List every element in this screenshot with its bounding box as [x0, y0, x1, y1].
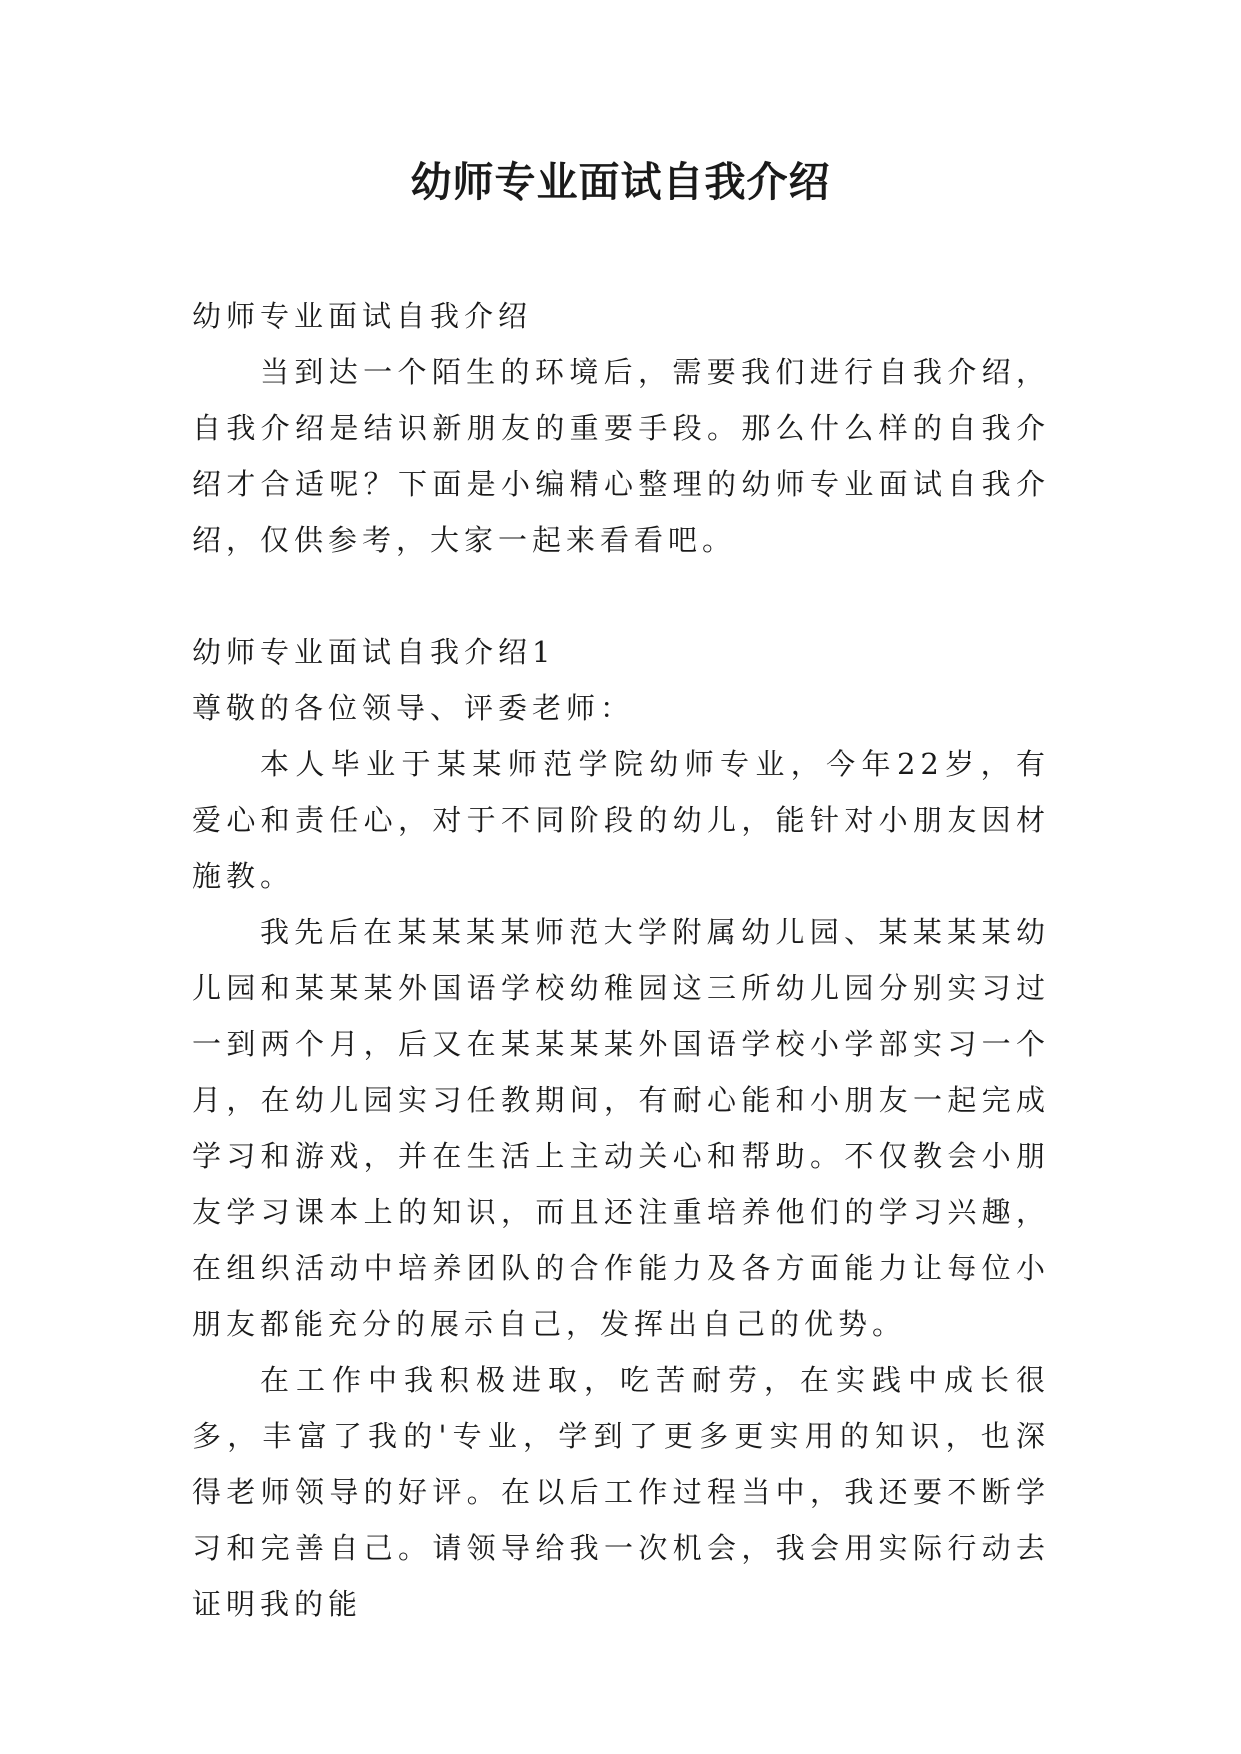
body-paragraph-3: 在工作中我积极进取，吃苦耐劳，在实践中成长很多，丰富了我的'专业，学到了更多更实用的知识，也深得老师领导的好评。在以后工作过程当中，我还要不断学习和完善自己。请领导给我一次机会，我会用实际行动去证明我的能	[192, 1363, 1050, 1621]
document-body	[192, 288, 1050, 1632]
intro-heading: 幼师专业面试自我介绍	[192, 299, 533, 333]
intro-paragraph: 当到达一个陌生的环境后，需要我们进行自我介绍，自我介绍是结识新朋友的重要手段。那么什么样的自我介绍才合适呢？下面是小编精心整理的幼师专业面试自我介绍，仅供参考，大家一起来看看吧。	[192, 355, 1050, 557]
section-spacer	[192, 568, 1050, 624]
salutation: 尊敬的各位领导、评委老师：	[192, 691, 635, 725]
body-paragraph-2: 我先后在某某某某师范大学附属幼儿园、某某某某幼儿园和某某某外国语学校幼稚园这三所幼儿园分别实习过一到两个月，后又在某某某某外国语学校小学部实习一个月，在幼儿园实习任教期间，有耐心能和小朋友一起完成学习和游戏，并在生活上主动关心和帮助。不仅教会小朋友学习课本上的知识，而且还注重培养他们的学习兴趣，在组织活动中培养团队的合作能力及各方面能力让每位小朋友都能充分的展示自己，发挥出自己的优势。	[192, 915, 1050, 1341]
body-paragraph-1: 本人毕业于某某师范学院幼师专业，今年22岁，有爱心和责任心，对于不同阶段的幼儿，能针对小朋友因材施教。	[192, 747, 1050, 893]
document-title: 幼师专业面试自我介绍	[410, 158, 831, 206]
section-heading: 幼师专业面试自我介绍1	[192, 635, 556, 669]
